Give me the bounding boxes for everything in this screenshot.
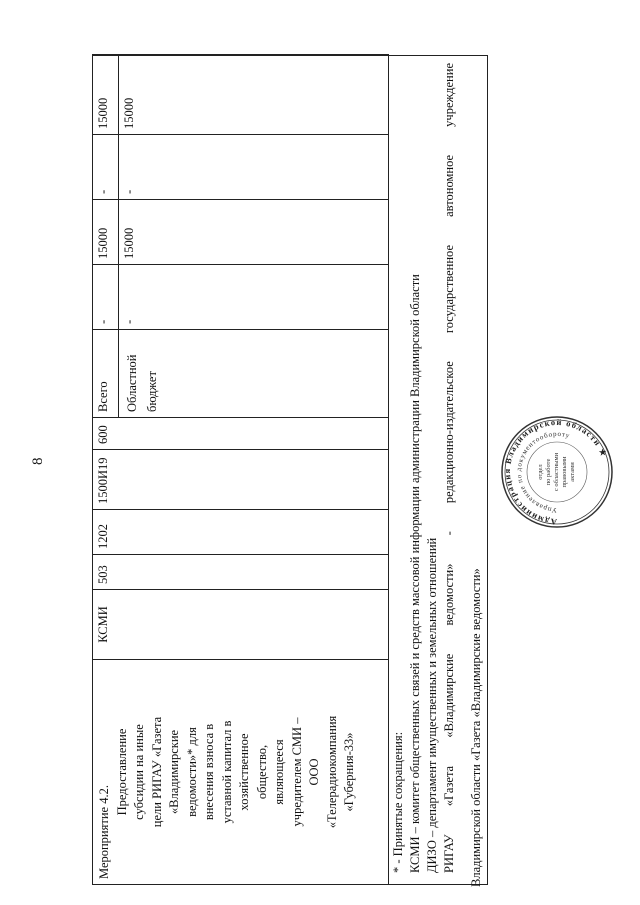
description-line: являющееся bbox=[272, 739, 286, 805]
description-line: «Владимирские bbox=[167, 729, 181, 815]
footnote-heading: * - Принятые сокращения: bbox=[391, 731, 405, 873]
stamp-outer-text: Администрация Владимирской области ★ bbox=[501, 416, 610, 528]
description-line: ООО bbox=[307, 758, 321, 786]
footnote-line: КСМИ – комитет общественных связей и средств массовой информации администрации Владимирской области bbox=[408, 274, 422, 873]
description-line: учредителем СМИ – bbox=[289, 717, 304, 827]
description-line: хозяйственное bbox=[237, 733, 251, 811]
value-cell: - bbox=[119, 135, 389, 200]
code-cell: 1500И19 bbox=[93, 450, 389, 510]
description-line: Мероприятие 4.2. bbox=[97, 785, 111, 879]
stamp-inner-text: Управление по документообороту bbox=[514, 429, 572, 515]
value-cell: 15000 bbox=[119, 55, 389, 135]
value-cell: - bbox=[93, 135, 119, 200]
executor-cell: КСМИ bbox=[93, 590, 389, 660]
description-line: «Телерадиокомпания bbox=[324, 715, 339, 829]
stamp-center-text: по работе bbox=[545, 458, 552, 486]
table-row bbox=[93, 55, 119, 885]
source-cell: Областной бюджет bbox=[119, 330, 389, 418]
description-line: общество, bbox=[254, 744, 269, 800]
value-cell: - bbox=[93, 265, 119, 330]
description-line: субсидии на иные bbox=[132, 724, 146, 820]
value-cell: 15000 bbox=[93, 55, 119, 135]
value-cell: 15000 bbox=[119, 200, 389, 265]
budget-table bbox=[92, 54, 389, 885]
stamp-center-text: с областными bbox=[553, 452, 560, 492]
footnote-line: РИГАУ «Газета «Владимирские ведомости» - редакционно-издательское государственное автономное учреждение bbox=[442, 63, 456, 873]
description-line: ведомости»* для bbox=[184, 727, 199, 817]
stamp-center-text: правовыми bbox=[561, 456, 568, 488]
description-line: цели РИГАУ «Газета bbox=[149, 716, 164, 828]
value-cell: 15000 bbox=[93, 200, 119, 265]
description-line: «Губерния-33» bbox=[342, 732, 356, 812]
code-cell: 1202 bbox=[93, 510, 389, 555]
description-line: Предоставление bbox=[114, 728, 129, 816]
description-line: уставной капитал в bbox=[219, 720, 234, 824]
description-line: внесения взноса в bbox=[202, 723, 216, 821]
value-cell: - bbox=[119, 265, 389, 330]
code-cell: 503 bbox=[93, 555, 389, 590]
page-number: 8 bbox=[30, 457, 46, 465]
official-stamp bbox=[500, 415, 614, 529]
footnote-line: ДИЗО – департамент имущественных и земельных отношений bbox=[425, 537, 439, 873]
activity-description bbox=[93, 660, 389, 885]
source-cell: Всего bbox=[93, 330, 119, 418]
stamp-center-text: отдел bbox=[537, 464, 544, 480]
footnote-line: Владимирской области «Газета «Владимирские ведомости» bbox=[469, 568, 483, 887]
code-cell: 600 bbox=[93, 418, 389, 450]
stamp-center-text: актами bbox=[569, 462, 576, 482]
